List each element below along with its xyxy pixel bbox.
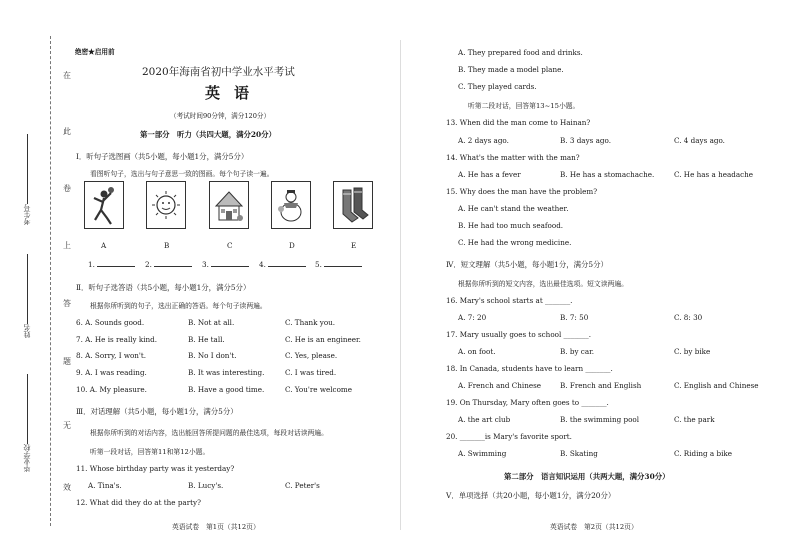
q10-option-b[interactable]: B. Have a good time. xyxy=(188,385,265,394)
q8-option-a[interactable]: 8. A. Sorry, I won't. xyxy=(76,351,147,360)
name-label: 姓名 xyxy=(23,324,31,338)
q10-option-c[interactable]: C. You're welcome xyxy=(285,385,352,394)
answer-blank-5[interactable]: 5. xyxy=(315,259,362,269)
q16-option-a[interactable]: A. 7: 20 xyxy=(458,313,487,322)
q12-option-b[interactable]: B. They made a model plane. xyxy=(458,65,564,74)
school-field xyxy=(20,370,34,472)
name-field xyxy=(20,250,34,338)
q9-option-c[interactable]: C. I was tired. xyxy=(285,368,337,377)
q15-option-c[interactable]: C. He had the wrong medicine. xyxy=(458,238,572,247)
answer-blank-1[interactable]: 1. xyxy=(88,259,135,269)
section4-instruction: 根据你所听到的短文内容，选出最佳选项。短文读两遍。 xyxy=(458,280,628,288)
q17-option-b[interactable]: B. by car. xyxy=(560,347,595,356)
question-20: 20. _______is Mary's favorite sport. xyxy=(446,432,572,441)
exam-number-line xyxy=(27,134,28,204)
q18-option-b[interactable]: B. French and English xyxy=(560,381,642,390)
q11-option-a[interactable]: A. Tina's. xyxy=(88,481,122,490)
picture-d xyxy=(271,181,311,229)
q19-option-b[interactable]: B. the swimming pool xyxy=(560,415,640,424)
section1-instruction: 看图听句子，选出与句子意思一致的图画。每个句子读一遍。 xyxy=(90,170,274,178)
q6-option-a[interactable]: 6. A. Sounds good. xyxy=(76,318,145,327)
answer-blank-4[interactable]: 4. xyxy=(259,259,306,269)
confidential-mark: 绝密★启用前 xyxy=(75,48,115,56)
basketball-player-icon xyxy=(85,182,123,228)
section5-heading: Ⅴ．单项选择（共20小题，每小题1分，满分20分） xyxy=(446,491,616,500)
dialogue2-instruction: 听第二段对话，回答第13~15小题。 xyxy=(468,102,580,110)
section3-subinstruction: 听第一段对话，回答第11和第12小题。 xyxy=(90,448,210,456)
section2-heading: Ⅱ．听句子选答语（共5小题，每小题1分，满分5分） xyxy=(76,283,251,292)
binding-margin xyxy=(0,0,71,560)
question-12: 12. What did they do at the party? xyxy=(76,498,201,507)
question-17: 17. Mary usually goes to school _______. xyxy=(446,330,591,339)
picture-label-c: C xyxy=(227,241,233,250)
question-16: 16. Mary's school starts at _______. xyxy=(446,296,573,305)
house-icon xyxy=(210,182,248,228)
question-15: 15. Why does the man have the problem? xyxy=(446,187,598,196)
q11-option-b[interactable]: B. Lucy's. xyxy=(188,481,224,490)
binding-char: 此 xyxy=(63,127,71,136)
q20-option-b[interactable]: B. Skating xyxy=(560,449,598,458)
binding-char: 答 xyxy=(63,299,71,308)
q17-option-a[interactable]: A. on foot. xyxy=(458,347,496,356)
question-14: 14. What's the matter with the man? xyxy=(446,153,580,162)
q14-option-a[interactable]: A. He has a fever xyxy=(458,170,521,179)
q9-option-b[interactable]: B. It was interesting. xyxy=(188,368,265,377)
q7-option-a[interactable]: 7. A. He is really kind. xyxy=(76,335,158,344)
q7-option-c[interactable]: C. He is an engineer. xyxy=(285,335,361,344)
q20-option-a[interactable]: A. Swimming xyxy=(458,449,507,458)
binding-char: 无 xyxy=(63,421,71,430)
binding-char: 卷 xyxy=(63,184,71,193)
binding-char: 上 xyxy=(63,241,71,250)
q20-option-c[interactable]: C. Riding a bike xyxy=(674,449,733,458)
exam-title: 2020年海南省初中学业水平考试 xyxy=(142,66,295,78)
picture-a xyxy=(84,181,124,229)
section2-instruction: 根据你所听到的句子，选出正确的答语。每个句子读两遍。 xyxy=(90,302,267,310)
answer-blank-3[interactable]: 3. xyxy=(202,259,249,269)
school-label: 毕业学校 xyxy=(23,444,31,472)
part1-heading: 第一部分 听力（共四大题，满分20分） xyxy=(140,130,276,139)
q8-option-b[interactable]: B. No I don't. xyxy=(188,351,237,360)
picture-label-a: A xyxy=(101,241,107,250)
question-19: 19. On Thursday, Mary often goes to _______. xyxy=(446,398,609,407)
answer-blank-2[interactable]: 2. xyxy=(145,259,192,269)
picture-label-e: E xyxy=(351,241,357,250)
q18-option-a[interactable]: A. French and Chinese xyxy=(458,381,542,390)
q19-option-c[interactable]: C. the park xyxy=(674,415,715,424)
question-13: 13. When did the man come to Hainan? xyxy=(446,118,591,127)
q14-option-b[interactable]: B. He has a stomachache. xyxy=(560,170,655,179)
q13-option-b[interactable]: B. 3 days ago. xyxy=(560,136,612,145)
q14-option-c[interactable]: C. He has a headache xyxy=(674,170,754,179)
right-page xyxy=(400,0,794,560)
q11-option-c[interactable]: C. Peter's xyxy=(285,481,320,490)
picture-label-d: D xyxy=(289,241,295,250)
section4-heading: Ⅳ．短文理解（共5小题，每小题1分，满分5分） xyxy=(446,260,608,269)
q8-option-c[interactable]: C. Yes, please. xyxy=(285,351,338,360)
q12-option-c[interactable]: C. They played cards. xyxy=(458,82,537,91)
name-line xyxy=(27,254,28,324)
binding-dash-line xyxy=(50,36,51,526)
q6-option-c[interactable]: C. Thank you. xyxy=(285,318,336,327)
binding-char: 效 xyxy=(63,483,71,492)
picture-e xyxy=(333,181,373,229)
q15-option-a[interactable]: A. He can't stand the weather. xyxy=(458,204,569,213)
section3-instruction: 根据你所听到的对话内容，选出能回答所提问题的最佳选项，每段对话读两遍。 xyxy=(90,429,328,437)
q10-option-a[interactable]: 10. A. My pleasure. xyxy=(76,385,147,394)
q6-option-b[interactable]: B. Not at all. xyxy=(188,318,235,327)
page-footer-2: 英语试卷 第2页（共12页） xyxy=(550,523,638,531)
exam-number-label: 考生号 xyxy=(23,204,31,225)
section3-heading: Ⅲ．对话理解（共5小题，每小题1分，满分5分） xyxy=(76,407,238,416)
page-footer-1: 英语试卷 第1页（共12页） xyxy=(172,523,260,531)
snowman-icon xyxy=(272,182,310,228)
subject-title: 英语 xyxy=(205,84,264,102)
question-18: 18. In Canada, students have to learn _______. xyxy=(446,364,613,373)
q16-option-c[interactable]: C. 8: 30 xyxy=(674,313,703,322)
picture-b xyxy=(146,181,186,229)
question-11: 11. Whose birthday party was it yesterday? xyxy=(76,464,235,473)
school-line xyxy=(27,374,28,444)
picture-c xyxy=(209,181,249,229)
q16-option-b[interactable]: B. 7: 50 xyxy=(560,313,589,322)
section1-heading: Ⅰ．听句子选图画（共5小题，每小题1分，满分5分） xyxy=(76,152,249,161)
q9-option-a[interactable]: 9. A. I was reading. xyxy=(76,368,147,377)
binding-char: 题 xyxy=(63,357,71,366)
q7-option-b[interactable]: B. He tall. xyxy=(188,335,225,344)
q13-option-a[interactable]: A. 2 days ago. xyxy=(458,136,509,145)
picture-label-b: B xyxy=(164,241,170,250)
q15-option-b[interactable]: B. He had too much seafood. xyxy=(458,221,564,230)
exam-number-field xyxy=(20,130,34,225)
exam-info: （考试时间90分钟，满分120分） xyxy=(170,112,271,120)
q17-option-c[interactable]: C. by bike xyxy=(674,347,711,356)
sun-icon xyxy=(147,182,185,228)
q19-option-a[interactable]: A. the art club xyxy=(458,415,511,424)
part2-heading: 第二部分 语言知识运用（共两大题，满分30分） xyxy=(504,472,670,481)
binding-char: 在 xyxy=(63,71,71,80)
q12-option-a[interactable]: A. They prepared food and drinks. xyxy=(458,48,583,57)
q18-option-c[interactable]: C. English and Chinese xyxy=(674,381,759,390)
socks-icon xyxy=(334,182,372,228)
q13-option-c[interactable]: C. 4 days ago. xyxy=(674,136,725,145)
